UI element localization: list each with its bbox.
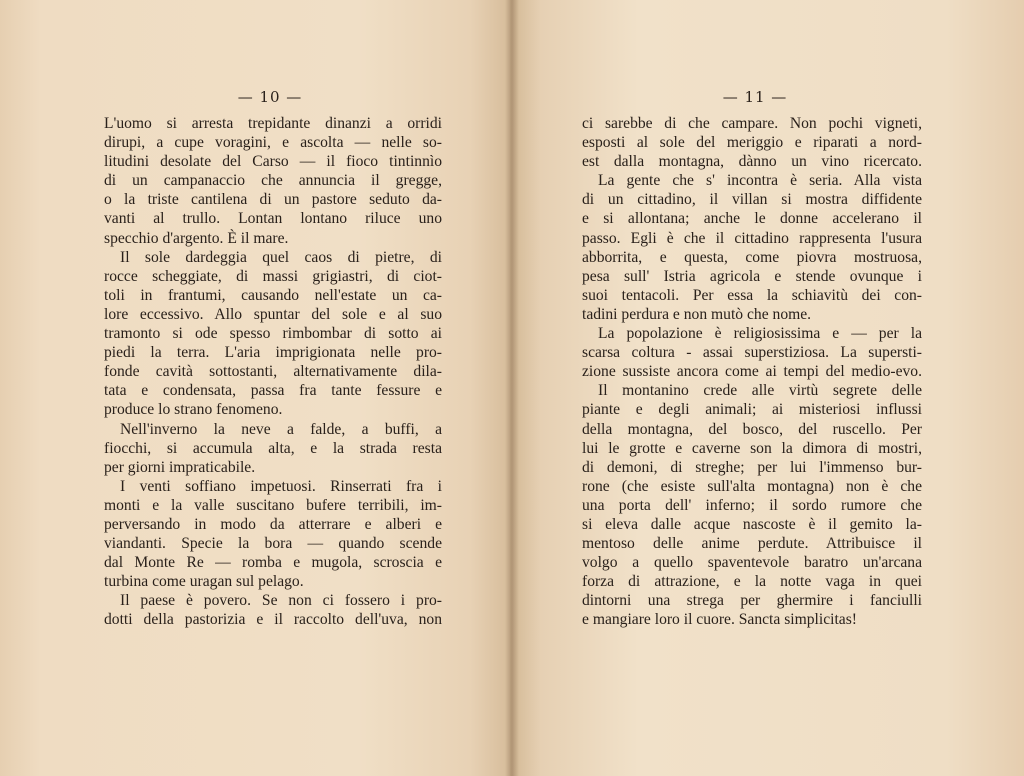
text-line: suoi tentacoli. Per essa la schiavitù dei con- [582, 286, 922, 304]
text-line: o la triste cantilena di un pastore seduto da- [104, 191, 442, 209]
text-line: di demoni, di streghe; per lui l'immenso bur- [582, 458, 922, 476]
text-line: rocce scheggiate, di massi grigiastri, di ciot- [104, 267, 442, 285]
left-page-text [104, 114, 442, 630]
text-line: piante e degli animali; ai misteriosi influssi [582, 401, 922, 419]
text-line: perversando in modo da atterrare e alberi e [104, 515, 442, 533]
text-line: viandanti. Specie la bora — quando scende [104, 535, 442, 553]
text-line: della montagna, del bosco, del ruscello. Per [582, 420, 922, 438]
text-line: La gente che s' incontra è seria. Alla vista [598, 172, 922, 190]
text-line: esposti al sole del meriggio e riparati a nord- [582, 134, 922, 152]
text-line: e mangiare loro il cuore. Sancta simplicitas! [582, 611, 857, 629]
text-line: per giorni impraticabile. [104, 458, 256, 476]
right-page-text [582, 114, 922, 630]
text-line: Il sole dardeggia quel caos di pietre, di [120, 248, 442, 266]
text-line: Il paese è povero. Se non ci fossero i pro- [120, 592, 442, 610]
text-line: turbina come uragan sul pelago. [104, 573, 304, 591]
text-line: monti e la valle suscitano bufere terribili, im- [104, 496, 442, 514]
text-line: tramonto si ode spesso rimbombar di sotto ai [104, 325, 442, 343]
text-line: vanti al trullo. Lontan lontano riluce uno [104, 210, 442, 228]
text-line: abborrita, e questa, come piovra mostruosa, [582, 248, 922, 266]
text-line: fiocchi, si accumula alta, e la strada resta [104, 439, 442, 457]
text-line: dintorni una strega per ghermire i fanciulli [582, 592, 922, 610]
right-page [510, 0, 1024, 776]
text-line: pesa sull' Istria agricola e stende ovunque i [582, 267, 922, 285]
text-line: di un cittadino, il villan si mostra diffidente [582, 191, 922, 209]
text-line: est dalla montagna, dànno un vino ricercato. [582, 153, 922, 171]
text-line: La popolazione è religiosissima e — per la [598, 325, 922, 343]
text-line: dal Monte Re — romba e mugola, scroscia e [104, 554, 442, 572]
text-line: I venti soffiano impetuosi. Rinserrati fra i [120, 477, 442, 495]
text-line: tadini perdura e non mutò che nome. [582, 305, 812, 323]
text-line: Nell'inverno la neve a falde, a buffi, a [120, 420, 442, 438]
text-line: ci sarebbe di che campare. Non pochi vigneti, [582, 115, 922, 132]
text-line: zione sussiste ancora come ai tempi del medio-evo. [582, 363, 922, 381]
text-line: una porta dell' inferno; il sordo rumore che [582, 496, 922, 514]
text-line: lui le grotte e caverne son la dimora di mostri, [582, 439, 922, 457]
text-line: volgo a quello spaventevole baratro un'arcana [582, 554, 922, 572]
text-line: L'uomo si arresta trepidante dinanzi a orridi [104, 115, 442, 132]
text-line: si eleva dalle acque nascoste è il gemito la- [582, 515, 922, 533]
text-line: scarsa coltura - assai superstiziosa. La supersti- [582, 344, 922, 362]
text-line: mentoso delle anime perdute. Attribuisce il [582, 535, 922, 553]
text-line: toli in frantumi, causando nell'estate un ca- [104, 286, 442, 304]
text-line: Il montanino crede alle virtù segrete delle [598, 382, 922, 400]
text-line: rone (che esiste sull'alta montagna) non è che [582, 477, 922, 495]
text-line: specchio d'argento. È il mare. [104, 229, 289, 247]
text-line: di un campanaccio che annuncia il gregge, [104, 172, 442, 190]
page-number-left: — 10 — [237, 88, 303, 106]
text-line: fonde cavità sottostanti, alternativamente dila- [104, 363, 442, 381]
text-line: produce lo strano fenomeno. [104, 401, 283, 419]
text-line: lore eccessivo. Allo spuntar del sole e al suo [104, 305, 442, 323]
text-line: dirupi, a cupe voragini, e ascolta — nelle so- [104, 134, 442, 152]
page-number-right: — 11 — [722, 88, 788, 106]
text-line: dotti della pastorizia e il raccolto dell'uva, non [104, 611, 442, 629]
text-line: passo. Egli è che il cittadino rappresenta l'usura [582, 229, 922, 247]
text-line: piedi la terra. L'aria imprigionata nelle pro- [104, 344, 442, 362]
text-line: litudini desolate del Carso — il fioco tintinnìo [104, 153, 442, 171]
text-line: tata e condensata, passa fra tante fessure e [104, 382, 442, 400]
left-page [0, 0, 510, 776]
text-line: forza di attrazione, e la notte vaga in quei [582, 573, 922, 591]
text-line: e si allontana; anche le donne accelerano il [582, 210, 922, 228]
